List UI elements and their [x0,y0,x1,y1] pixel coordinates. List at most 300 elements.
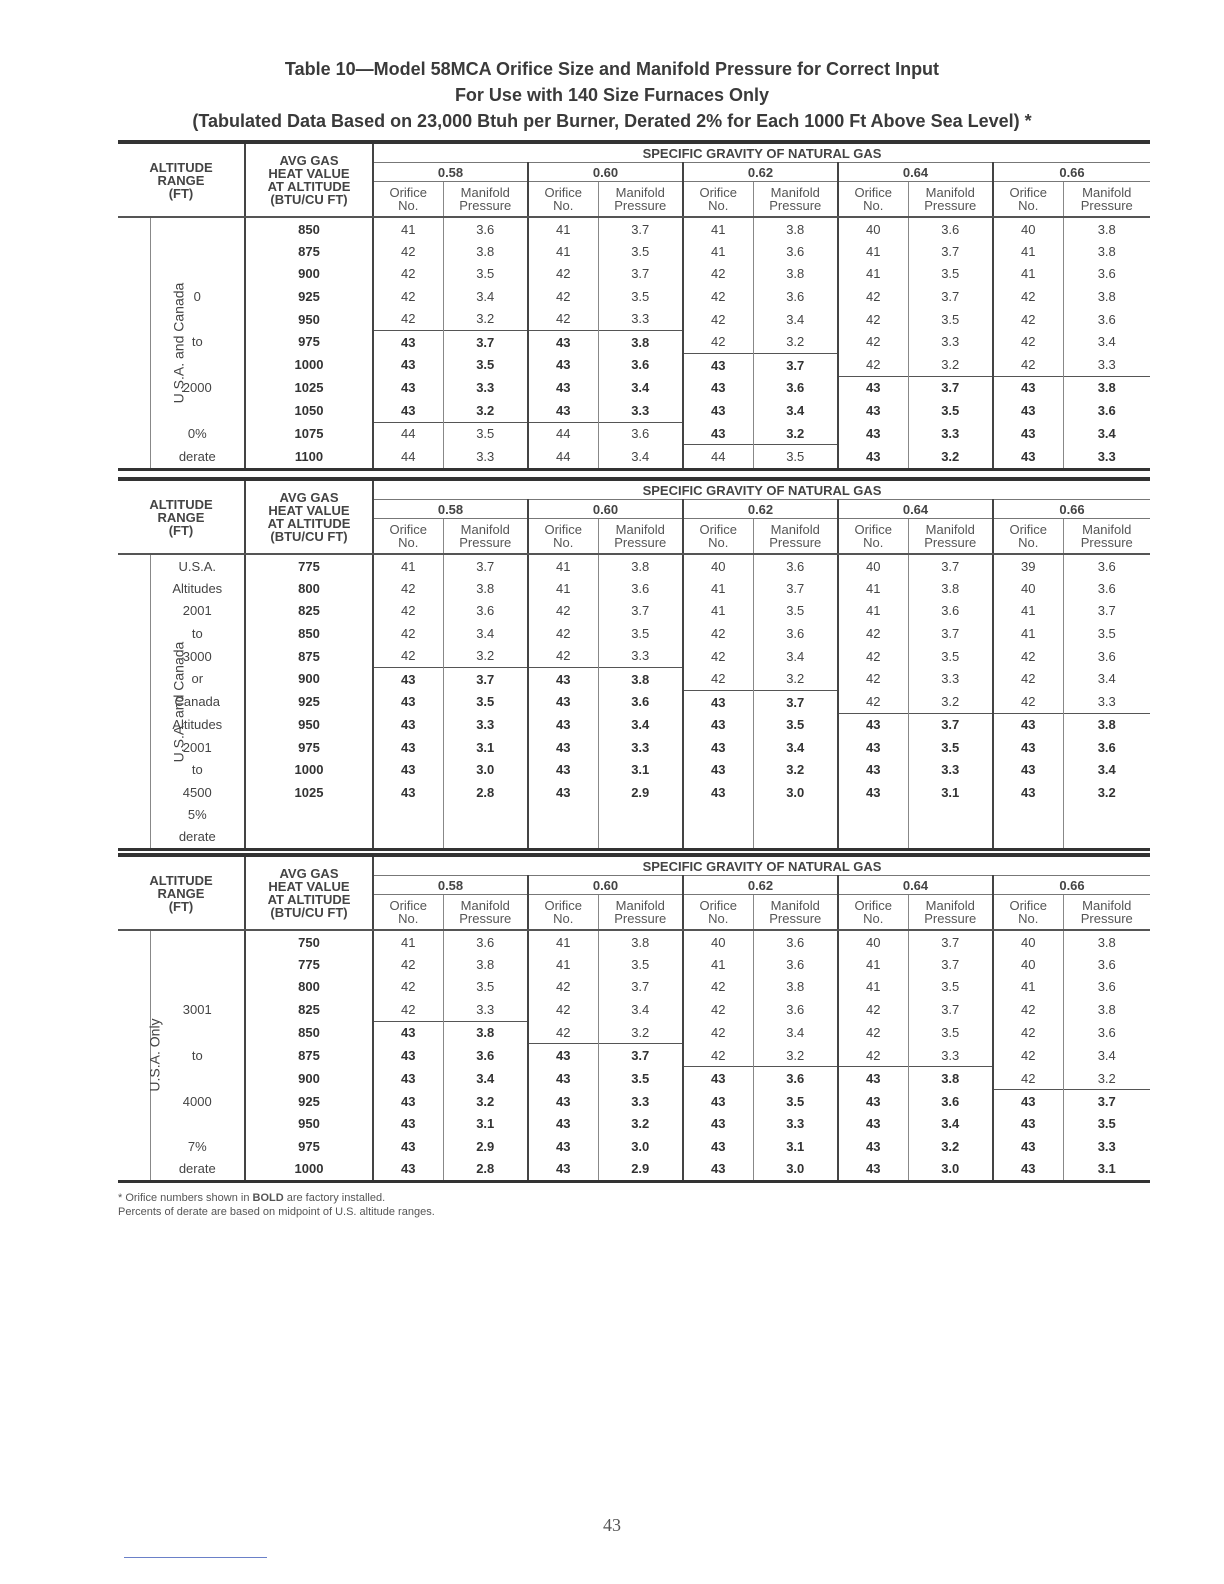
orifice-no: 42 [528,645,598,668]
orifice-table-section [118,140,1150,471]
manifold-header-line: Manifold [615,898,665,913]
orifice-no [838,803,908,825]
orifice-no: 42 [373,600,443,622]
altitude-range-label: 3000 [182,648,212,664]
orifice-no: 42 [993,1067,1063,1090]
manifold-pressure: 3.4 [1097,425,1116,441]
manifold-pressure: 3.0 [753,1157,838,1181]
table-row [118,1044,1150,1067]
altitude-range-label: Canada [174,694,221,710]
orifice-no: 43 [528,781,598,803]
orifice-no: 43 [528,1067,598,1090]
orifice-no: 43 [528,713,598,736]
orifice-no [683,803,753,825]
manifold-pressure: 3.5 [631,1070,650,1086]
orifice-no: 43 [993,1113,1063,1135]
manifold-pressure: 3.7 [941,957,960,973]
manifold-pressure: 3.8 [1097,1002,1116,1018]
orifice-no [373,803,443,825]
orifice-no: 42 [528,308,598,331]
orifice-no: 42 [373,308,443,331]
manifold-pressure-header [443,895,528,931]
manifold-pressure: 3.4 [631,717,650,733]
altitude-header-line: RANGE [157,172,205,188]
orifice-no-header [993,182,1063,218]
manifold-pressure: 3.6 [631,357,650,373]
region-text: U.S.A. and Canada [170,282,187,404]
altitude-range-label: 2001 [182,739,212,755]
orifice-no: 43 [838,445,908,469]
heat-value: 825 [245,600,373,622]
manifold-pressure: 3.6 [1097,581,1116,597]
manifold-pressure: 3.8 [1097,244,1116,260]
orifice-no: 42 [528,263,598,285]
manifold-pressure: 2.9 [631,784,650,800]
orifice-no: 43 [993,1135,1063,1157]
orifice-no: 43 [528,1044,598,1067]
orifice-table-section [118,477,1150,851]
manifold-pressure: 2.8 [476,784,495,800]
manifold-pressure: 3.1 [631,762,650,778]
manifold-pressure: 3.7 [908,713,993,736]
orifice-no: 42 [838,645,908,668]
manifold-pressure: 3.7 [631,266,650,282]
avg-gas-header-line: AVG GAS [279,153,339,168]
orifice-no: 41 [528,953,598,975]
orifice-no-header [373,519,443,555]
orifice-no: 41 [993,263,1063,285]
manifold-pressure: 3.7 [1063,1090,1150,1113]
orifice-no: 43 [373,1044,443,1067]
orifice-no: 42 [838,330,908,353]
manifold-pressure: 3.4 [1097,671,1116,687]
avg-gas-header-line: AT ALTITUDE [267,179,351,194]
altitude-header-line: ALTITUDE [149,872,213,888]
gravity-0.60: 0.60 [528,500,683,519]
altitude-range-label: Altitudes [172,581,223,597]
orifice-header-line: Orifice [544,522,583,537]
manifold-pressure-header [598,519,683,555]
heat-value: 1025 [245,781,373,803]
orifice-no: 43 [993,713,1063,736]
manifold-pressure: 3.1 [941,784,960,800]
manifold-pressure: 3.5 [631,957,650,973]
manifold-header-line: Pressure [924,198,977,213]
heat-value: 900 [245,263,373,285]
table-row [118,998,1150,1021]
manifold-pressure: 3.6 [941,603,960,619]
table-row [118,781,1150,803]
manifold-pressure: 3.5 [941,1025,960,1040]
manifold-pressure: 3.8 [941,581,960,597]
altitude-range-label [150,1067,245,1090]
manifold-pressure: 3.3 [786,1116,805,1132]
manifold-pressure: 3.6 [631,694,650,710]
orifice-no: 43 [838,736,908,758]
orifice-no: 43 [838,1135,908,1157]
orifice-no: 41 [373,554,443,577]
manifold-pressure: 3.2 [941,694,960,710]
orifice-no: 40 [993,930,1063,953]
manifold-pressure: 3.4 [631,380,650,396]
avg-gas-header [245,855,373,930]
table-row [118,713,1150,736]
orifice-no: 42 [838,285,908,307]
orifice-no: 41 [993,600,1063,622]
orifice-no: 42 [993,645,1063,668]
orifice-no: 43 [683,1157,753,1181]
orifice-no: 43 [838,1113,908,1135]
orifice-no: 43 [838,376,908,399]
manifold-pressure: 3.8 [476,957,495,973]
table-row [118,422,1150,445]
manifold-pressure: 3.7 [908,376,993,399]
orifice-no: 43 [993,422,1063,445]
table-basis-note: (Tabulated Data Based on 23,000 Btuh per Burner, Derated 2% for Each 1000 Ft Above Sea Level) * [192,111,1032,131]
orifice-no: 43 [838,1157,908,1181]
orifice-no: 43 [373,1113,443,1135]
manifold-pressure [1063,803,1150,825]
orifice-no: 40 [838,930,908,953]
manifold-pressure: 3.8 [786,221,805,237]
table-row [118,759,1150,781]
manifold-pressure: 3.7 [786,581,805,597]
manifold-pressure: 3.6 [786,625,805,641]
specific-gravity-header: SPECIFIC GRAVITY OF NATURAL GAS [373,855,1150,876]
orifice-no-header [528,182,598,218]
altitude-range-label [150,930,245,953]
manifold-pressure: 3.7 [941,1002,960,1018]
manifold-pressure: 3.5 [786,603,805,619]
region-text: U.S.A. Only [146,1018,163,1092]
orifice-no: 43 [993,1157,1063,1181]
orifice-no: 42 [683,263,753,285]
orifice-no: 42 [373,976,443,998]
manifold-pressure: 3.8 [631,558,650,574]
table-row [118,353,1150,376]
manifold-pressure: 3.6 [631,581,650,597]
region-label [118,217,187,469]
heat-value: 950 [245,1113,373,1135]
orifice-header-line: No. [398,911,419,926]
manifold-pressure: 3.6 [598,422,683,445]
orifice-no: 42 [993,330,1063,353]
table-row [118,1021,1150,1044]
avg-gas-header-line: AT ALTITUDE [267,516,351,531]
gravity-0.62: 0.62 [683,876,838,895]
orifice-no-header [838,895,908,931]
manifold-pressure: 3.7 [941,625,960,641]
orifice-no: 43 [683,736,753,758]
manifold-pressure: 3.5 [476,979,495,995]
orifice-no: 41 [528,577,598,599]
orifice-no: 42 [838,998,908,1021]
manifold-pressure: 3.2 [476,648,495,664]
orifice-no-header [838,519,908,555]
manifold-pressure: 3.8 [1097,221,1116,237]
orifice-no: 43 [373,781,443,803]
orifice-no: 42 [838,353,908,376]
orifice-no: 43 [528,353,598,376]
gravity-0.66: 0.66 [993,876,1150,895]
manifold-pressure: 3.2 [476,402,495,418]
manifold-pressure: 3.3 [1097,1138,1116,1154]
manifold-pressure: 3.3 [941,762,960,778]
orifice-no: 42 [683,645,753,668]
heat-value: 925 [245,1090,373,1113]
orifice-no: 42 [683,1044,753,1067]
orifice-no: 43 [528,690,598,713]
manifold-pressure: 3.0 [476,762,495,778]
orifice-no [528,803,598,825]
altitude-range-label: 4500 [182,784,212,800]
gravity-0.58: 0.58 [373,500,528,519]
manifold-pressure [753,826,838,850]
gravity-0.58: 0.58 [373,876,528,895]
orifice-no-header [373,182,443,218]
orifice-no: 44 [528,422,598,445]
heat-value: 850 [245,217,373,240]
gravity-0.62: 0.62 [683,163,838,182]
table-row [118,1157,1150,1181]
manifold-pressure: 3.4 [598,445,683,469]
avg-gas-header-line: HEAT VALUE [268,166,350,181]
footnote-derate: Percents of derate are based on midpoint of U.S. altitude ranges. [118,1206,435,1218]
manifold-header-line: Pressure [459,535,512,550]
manifold-pressure: 3.5 [476,694,495,710]
table-row [118,953,1150,975]
orifice-no: 44 [528,445,598,469]
manifold-header-line: Manifold [770,185,820,200]
orifice-no-header [993,519,1063,555]
altitude-header-line: (FT) [168,522,194,538]
manifold-pressure: 3.4 [941,1116,960,1132]
manifold-pressure: 2.8 [443,1157,528,1181]
manifold-pressure: 3.4 [786,1025,805,1040]
manifold-header-line: Pressure [924,535,977,550]
orifice-no: 40 [993,953,1063,975]
manifold-pressure: 3.2 [1097,784,1116,800]
orifice-no: 41 [528,930,598,953]
manifold-pressure: 3.2 [786,1047,805,1063]
altitude-range-header [118,142,245,217]
manifold-pressure-header [598,182,683,218]
altitude-range-label [150,399,245,422]
manifold-pressure-header [908,519,993,555]
manifold-pressure: 3.3 [1063,445,1150,469]
orifice-header-line: No. [553,535,574,550]
manifold-pressure: 3.7 [443,330,528,353]
manifold-pressure: 3.5 [941,979,960,995]
manifold-pressure-header [1063,519,1150,555]
orifice-no: 43 [838,759,908,781]
orifice-header-line: No. [398,535,419,550]
orifice-no: 43 [373,1157,443,1181]
orifice-no-header [683,895,753,931]
orifice-header-line: No. [553,911,574,926]
manifold-pressure [443,803,528,825]
orifice-no: 41 [683,577,753,599]
heat-value: 1075 [245,422,373,445]
orifice-no: 43 [838,781,908,803]
orifice-no: 41 [838,263,908,285]
manifold-pressure: 3.3 [941,425,960,441]
table-row [118,285,1150,307]
altitude-header-line: RANGE [157,885,205,901]
manifold-header-line: Manifold [925,522,975,537]
manifold-pressure: 3.4 [786,739,805,755]
orifice-header-line: No. [708,911,729,926]
orifice-no: 43 [683,1135,753,1157]
orifice-no [993,826,1063,850]
manifold-header-line: Manifold [615,185,665,200]
orifice-no: 41 [993,622,1063,644]
manifold-header-line: Manifold [460,185,510,200]
table-row [118,826,1150,850]
orifice-no: 42 [683,285,753,307]
orifice-no: 42 [993,667,1063,690]
orifice-no: 43 [683,422,753,445]
manifold-pressure: 3.2 [786,334,805,350]
orifice-no: 43 [373,399,443,422]
orifice-no: 42 [993,690,1063,713]
altitude-header-line: ALTITUDE [149,496,213,512]
orifice-no: 42 [838,667,908,690]
orifice-no: 43 [373,353,443,376]
manifold-pressure: 3.3 [1097,357,1116,373]
orifice-no: 44 [683,445,753,469]
manifold-header-line: Pressure [459,198,512,213]
orifice-no: 43 [993,445,1063,469]
avg-gas-header-line: (BTU/CU FT) [270,529,348,544]
orifice-no: 43 [373,1021,443,1044]
orifice-no: 42 [838,690,908,713]
manifold-pressure: 3.7 [941,244,960,260]
manifold-pressure: 3.4 [631,1002,650,1018]
orifice-header-line: No. [1018,198,1039,213]
orifice-no: 41 [528,240,598,262]
orifice-no: 43 [838,399,908,422]
orifice-no: 42 [528,976,598,998]
table-subtitle: For Use with 140 Size Furnaces Only [454,85,770,105]
footnote-text: * Orifice numbers shown in [118,1192,253,1204]
orifice-no: 41 [838,953,908,975]
manifold-pressure-header [1063,182,1150,218]
manifold-pressure: 3.3 [476,717,495,733]
orifice-header-line: No. [708,535,729,550]
manifold-pressure: 3.2 [631,1116,650,1132]
orifice-no: 40 [683,930,753,953]
specific-gravity-header: SPECIFIC GRAVITY OF NATURAL GAS [373,479,1150,500]
heat-value: 900 [245,667,373,690]
manifold-header-line: Pressure [614,198,667,213]
avg-gas-header-line: HEAT VALUE [268,503,350,518]
manifold-pressure: 3.7 [941,558,960,574]
manifold-pressure: 3.7 [753,353,838,376]
heat-value: 825 [245,998,373,1021]
table-row [118,399,1150,422]
manifold-header-line: Manifold [1082,898,1132,913]
altitude-range-label: 0% [187,425,207,441]
manifold-pressure: 3.3 [941,1047,960,1063]
table-row [118,1067,1150,1090]
orifice-no: 44 [373,422,443,445]
avg-gas-header-line: HEAT VALUE [268,879,350,894]
heat-value: 925 [245,285,373,307]
heat-value: 850 [245,622,373,644]
region-label [118,930,163,1181]
heat-value: 900 [245,1067,373,1090]
orifice-no: 44 [373,445,443,469]
orifice-no: 42 [373,263,443,285]
orifice-no: 41 [993,240,1063,262]
altitude-range-label [150,953,245,975]
orifice-no: 43 [528,736,598,758]
manifold-pressure: 3.8 [786,979,805,995]
altitude-header-line: (FT) [168,898,194,914]
manifold-pressure: 3.5 [631,244,650,260]
manifold-pressure: 3.6 [753,1067,838,1090]
orifice-no [528,826,598,850]
altitude-range-label [150,308,245,331]
altitude-range-label: derate [150,1157,245,1181]
manifold-pressure [1063,826,1150,850]
table-row [118,217,1150,240]
orifice-no: 43 [528,399,598,422]
altitude-range-label: Altitudes [172,717,223,733]
heat-value: 875 [245,645,373,668]
orifice-no: 42 [528,1021,598,1044]
table-row [118,930,1150,953]
table-row [118,1113,1150,1135]
manifold-pressure [753,803,838,825]
altitude-range-label: 0 [193,288,201,304]
manifold-pressure: 3.6 [786,558,805,574]
orifice-no: 43 [528,667,598,690]
orifice-no: 43 [838,713,908,736]
table-row [118,577,1150,599]
table-row [118,1135,1150,1157]
manifold-pressure: 3.8 [908,1067,993,1090]
orifice-no: 43 [528,376,598,399]
manifold-pressure: 3.4 [786,648,805,664]
orifice-no: 43 [528,1090,598,1113]
manifold-header-line: Pressure [1080,198,1133,213]
orifice-header-line: Orifice [854,185,893,200]
orifice-no: 41 [838,577,908,599]
orifice-no: 42 [993,1021,1063,1044]
manifold-pressure: 3.7 [631,979,650,995]
avg-gas-header [245,479,373,554]
manifold-header-line: Pressure [924,911,977,926]
manifold-pressure: 3.7 [631,221,650,237]
manifold-pressure: 3.8 [631,934,650,950]
orifice-no: 43 [838,1067,908,1090]
orifice-no: 41 [373,217,443,240]
manifold-pressure: 3.2 [476,1093,495,1109]
table-row [118,240,1150,262]
table-row [118,554,1150,577]
heat-value: 800 [245,976,373,998]
orifice-header-line: Orifice [389,898,428,913]
orifice-no: 43 [373,667,443,690]
avg-gas-header-line: (BTU/CU FT) [270,192,348,207]
table-row [118,263,1150,285]
orifice-no: 42 [993,308,1063,331]
orifice-no-header [373,895,443,931]
heat-value: 775 [245,554,373,577]
orifice-no: 40 [838,217,908,240]
